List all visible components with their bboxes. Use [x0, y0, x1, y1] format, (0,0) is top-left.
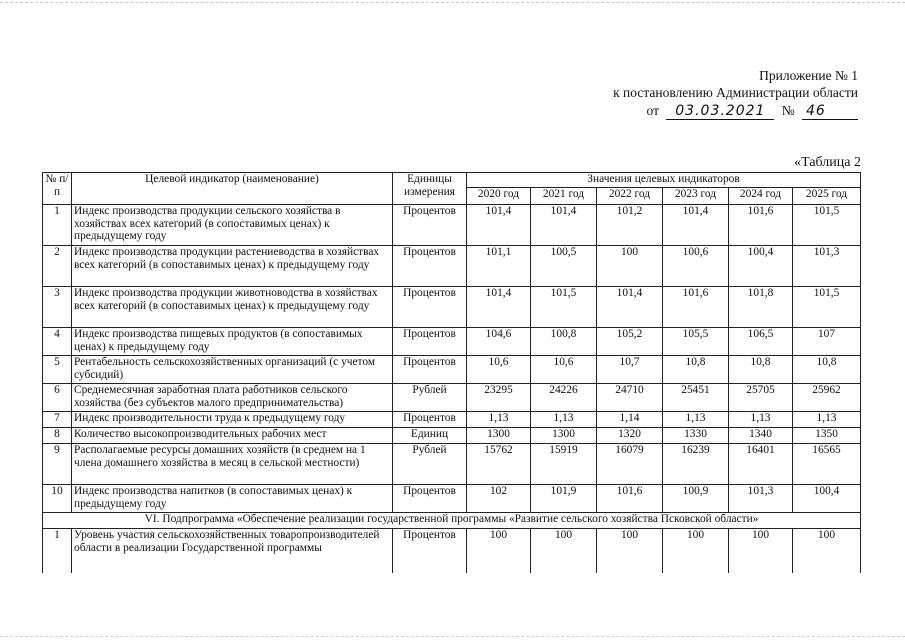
row-name: Индекс производительности труда к предыдущему году	[72, 412, 393, 428]
row-unit: Рублей	[393, 384, 467, 412]
row-num: 1	[43, 529, 72, 574]
table-row	[43, 412, 861, 428]
row-value: 101,4	[531, 205, 597, 246]
row-unit: Рублей	[393, 444, 467, 485]
row-value: 100	[793, 529, 861, 574]
row-value: 10,6	[467, 356, 531, 384]
row-value: 102	[467, 485, 531, 513]
table-row	[43, 384, 861, 412]
row-name: Индекс производства продукции растениеводства в хозяйствах всех категорий (в сопоставимых ценах) к предыдущему году	[72, 246, 393, 287]
header-year: 2025 год	[793, 188, 861, 205]
row-num: 10	[43, 485, 72, 513]
row-name: Рентабельность сельскохозяйственных организаций (с учетом субсидий)	[72, 356, 393, 384]
table-row	[43, 428, 861, 444]
row-value: 105,2	[597, 328, 663, 356]
row-value: 100,4	[793, 485, 861, 513]
header-row-1	[43, 173, 861, 188]
row-unit: Процентов	[393, 205, 467, 246]
row-value: 16401	[729, 444, 793, 485]
header-year: 2020 год	[467, 188, 531, 205]
row-value: 100	[729, 529, 793, 574]
subprogram-section-title: VI. Подпрограмма «Обеспечение реализации государственной программы «Развитие сельского хозяйства Псковской области»	[43, 513, 861, 529]
row-value: 1,13	[467, 412, 531, 428]
table-row	[43, 356, 861, 384]
row-value: 100,5	[531, 246, 597, 287]
row-value: 10,8	[729, 356, 793, 384]
row-num: 2	[43, 246, 72, 287]
row-num: 7	[43, 412, 72, 428]
handwritten-date: 03.03.2021	[666, 104, 774, 120]
decree-date-row	[0, 102, 858, 120]
row-value: 1350	[793, 428, 861, 444]
row-unit: Процентов	[393, 529, 467, 574]
row-name: Индекс производства продукции сельского хозяйства в хозяйствах всех категорий (в сопоставимых ценах) к предыдущему году	[72, 205, 393, 246]
handwritten-number: 46	[802, 104, 858, 120]
row-value: 100,9	[663, 485, 729, 513]
row-value: 101,9	[531, 485, 597, 513]
appendix-subtitle: к постановлению Администрации области	[613, 85, 858, 100]
row-value: 101,3	[793, 246, 861, 287]
row-name: Среднемесячная заработная плата работников сельского хозяйства (без субъектов малого предпринимательства)	[72, 384, 393, 412]
scan-top-edge	[0, 2, 905, 3]
table-row	[43, 444, 861, 485]
row-value: 25451	[663, 384, 729, 412]
row-num: 4	[43, 328, 72, 356]
table-label: «Таблица 2	[794, 155, 861, 170]
header-values-group: Значения целевых индикаторов	[467, 173, 861, 188]
row-name: Количество высокопроизводительных рабочих мест	[72, 428, 393, 444]
row-num: 5	[43, 356, 72, 384]
header-year: 2023 год	[663, 188, 729, 205]
row-value: 25705	[729, 384, 793, 412]
row-name: Индекс производства пищевых продуктов (в сопоставимых ценах) к предыдущему году	[72, 328, 393, 356]
row-value: 1340	[729, 428, 793, 444]
row-value: 101,4	[467, 205, 531, 246]
row-value: 101,4	[467, 287, 531, 328]
row-value: 100	[597, 246, 663, 287]
scan-bottom-edge	[0, 636, 905, 637]
header-num: № п/п	[43, 173, 72, 205]
row-value: 24226	[531, 384, 597, 412]
header-unit: Единицы измерения	[393, 173, 467, 205]
table-row	[43, 485, 861, 513]
row-value: 1,13	[531, 412, 597, 428]
row-value: 100	[597, 529, 663, 574]
row-value: 24710	[597, 384, 663, 412]
row-value: 100,6	[663, 246, 729, 287]
row-value: 16565	[793, 444, 861, 485]
row-num: 3	[43, 287, 72, 328]
table-row	[43, 205, 861, 246]
header-year: 2024 год	[729, 188, 793, 205]
row-value: 100	[531, 529, 597, 574]
table-row	[43, 529, 861, 574]
row-value: 1,14	[597, 412, 663, 428]
appendix-title: Приложение № 1	[759, 68, 858, 83]
row-value: 100,4	[729, 246, 793, 287]
row-value: 101,5	[793, 205, 861, 246]
row-value: 100	[467, 529, 531, 574]
row-name: Уровень участия сельскохозяйственных товаропроизводителей области в реализации Государственной программы	[72, 529, 393, 574]
row-unit: Единиц	[393, 428, 467, 444]
row-value: 1300	[467, 428, 531, 444]
row-value: 16079	[597, 444, 663, 485]
row-num: 1	[43, 205, 72, 246]
row-value: 101,5	[793, 287, 861, 328]
row-value: 15919	[531, 444, 597, 485]
row-value: 10,8	[793, 356, 861, 384]
row-value: 10,7	[597, 356, 663, 384]
header-name: Целевой индикатор (наименование)	[72, 173, 393, 205]
row-value: 105,5	[663, 328, 729, 356]
indicators-table	[42, 172, 861, 573]
row-unit: Процентов	[393, 328, 467, 356]
row-value: 101,6	[597, 485, 663, 513]
row-value: 1,13	[793, 412, 861, 428]
row-unit: Процентов	[393, 287, 467, 328]
row-value: 101,8	[729, 287, 793, 328]
row-value: 101,2	[597, 205, 663, 246]
row-value: 104,6	[467, 328, 531, 356]
row-name: Располагаемые ресурсы домашних хозяйств (в среднем на 1 члена домашнего хозяйства в месяц в сельской местности)	[72, 444, 393, 485]
row-value: 10,8	[663, 356, 729, 384]
row-num: 9	[43, 444, 72, 485]
row-value: 1320	[597, 428, 663, 444]
row-value: 101,5	[531, 287, 597, 328]
number-prefix: №	[781, 103, 795, 118]
row-value: 101,4	[597, 287, 663, 328]
header-year: 2021 год	[531, 188, 597, 205]
date-prefix: от	[646, 103, 659, 118]
appendix-header	[0, 67, 858, 120]
row-value: 101,6	[663, 287, 729, 328]
row-unit: Процентов	[393, 412, 467, 428]
row-value: 101,3	[729, 485, 793, 513]
row-value: 1,13	[729, 412, 793, 428]
row-unit: Процентов	[393, 485, 467, 513]
section-header-row	[43, 513, 861, 529]
row-name: Индекс производства продукции животноводства в хозяйствах всех категорий (в сопоставимых ценах) к предыдущему году	[72, 287, 393, 328]
row-value: 15762	[467, 444, 531, 485]
row-value: 10,6	[531, 356, 597, 384]
row-value: 106,5	[729, 328, 793, 356]
row-value: 107	[793, 328, 861, 356]
row-value: 100,8	[531, 328, 597, 356]
row-value: 101,4	[663, 205, 729, 246]
row-value: 25962	[793, 384, 861, 412]
row-value: 101,6	[729, 205, 793, 246]
row-num: 6	[43, 384, 72, 412]
row-value: 23295	[467, 384, 531, 412]
row-value: 16239	[663, 444, 729, 485]
row-value: 101,1	[467, 246, 531, 287]
table-row	[43, 246, 861, 287]
table-row	[43, 328, 861, 356]
row-value: 1330	[663, 428, 729, 444]
row-value: 1,13	[663, 412, 729, 428]
row-value: 100	[663, 529, 729, 574]
header-year: 2022 год	[597, 188, 663, 205]
row-num: 8	[43, 428, 72, 444]
row-unit: Процентов	[393, 246, 467, 287]
row-unit: Процентов	[393, 356, 467, 384]
row-name: Индекс производства напитков (в сопоставимых ценах) к предыдущему году	[72, 485, 393, 513]
table-row	[43, 287, 861, 328]
row-value: 1300	[531, 428, 597, 444]
